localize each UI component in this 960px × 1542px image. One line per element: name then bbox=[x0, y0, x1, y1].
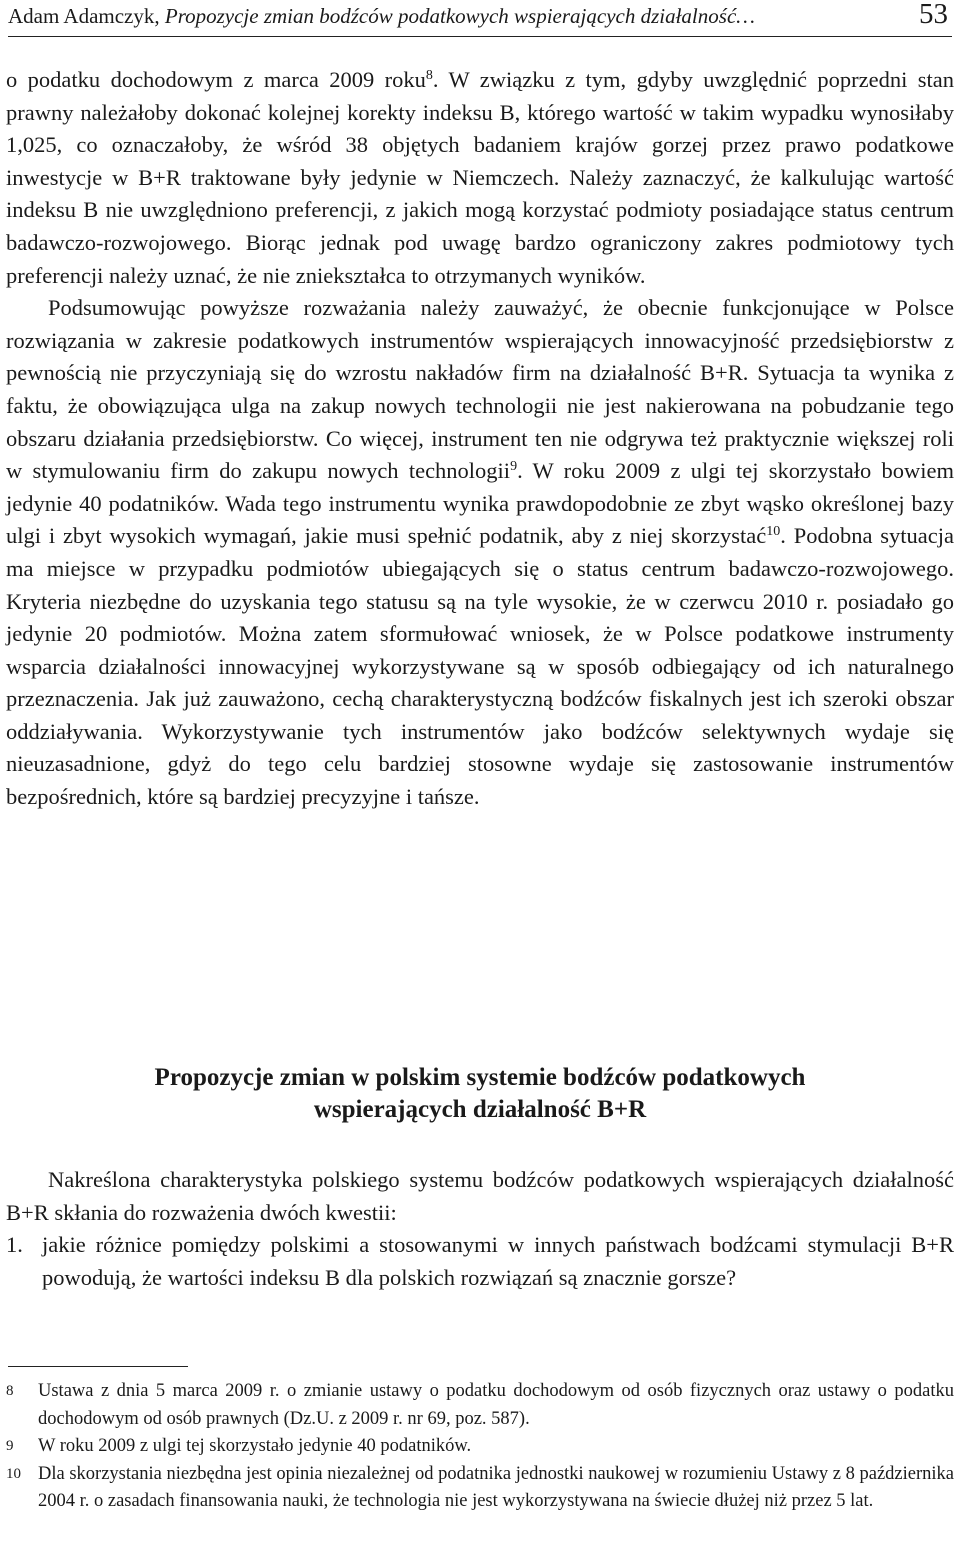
section-heading-line-1: Propozycje zmian w polskim systemie bodźców podatkowych bbox=[154, 1064, 806, 1091]
footnote-text: W roku 2009 z ulgi tej skorzystało jedynie 40 podatników. bbox=[38, 1436, 472, 1456]
paragraph-2 bbox=[6, 292, 954, 814]
paragraph-2-text-b: . W roku 2009 z ulgi tej skorzystało bowiem jedynie 40 podatników. Wada tego instrumentu wynika prawdopodobnie ze zbyt wąsko określonej bazy ulgi i zbyt wysokich wymagań, jakie musi spełnić podatnik, aby z niej skorzystać bbox=[6, 458, 954, 549]
page-number: 53 bbox=[919, 0, 948, 30]
paragraph-1-text-b: . W związku z tym, gdyby uwzględnić poprzedni stan prawny należałoby dokonać kolejnej korekty indeksu B, którego wartość w takim wypadku wynosiłaby 1,025, co oznaczałoby, że wśród 38 objętych badaniem krajów gorzej przez prawo podatkowe inwestycje w B+R traktowane były jedynie w Niemczech. Należy zaznaczyć, że kalkulując wartość indeksu B nie uwzględniono preferencji, z jakich mogą korzystać podmioty posiadające status centrum badawczo-rozwojowego. Biorąc jednak pod uwagę bardzo ograniczony zakres podmiotowy tych preferencji należy uznać, że nie zniekształca to otrzymanych wyników. bbox=[6, 67, 954, 288]
paragraph-1-text-a: o podatku dochodowym z marca 2009 roku bbox=[6, 67, 426, 92]
paragraph-2-text-a: Podsumowując powyższe rozważania należy zauważyć, że obecnie funkcjonujące w Polsce rozwiązania w zakresie podatkowych instrumentów wspierających innowacyjność przedsiębiorstw z pewnością nie przyczyniają się do wzrostu nakładów firm na działalność B+R. Sytuacja ta wynika z faktu, że obowiązująca ulga na zakup nowych technologii nie jest nakierowana na pobudzanie tego obszaru działania przedsiębiorstw. Co więcej, instrument ten nie odgrywa też praktycznie większej roli w stymulowaniu firm do zakupu nowych technologii bbox=[6, 295, 954, 484]
list-item-text: jakie różnice pomiędzy polskimi a stosowanymi w innych państwach bodźcami stymulacji B+R powodują, że wartości indeksu B dla polskich rozwiązań są znacznie gorsze? bbox=[42, 1232, 954, 1290]
footnote-number: 8 bbox=[6, 1383, 14, 1399]
footnote-ref-9: 9 bbox=[510, 459, 518, 475]
footnotes bbox=[6, 1378, 954, 1516]
section-body bbox=[6, 1164, 954, 1294]
footnote-ref-10: 10 bbox=[766, 524, 781, 540]
footnote-text: Ustawa z dnia 5 marca 2009 r. o zmianie ustawy o podatku dochodowym od osób fizycznych oraz ustawy o podatku dochodowym od osób prawnych (Dz.U. z 2009 r. nr 69, poz. 587). bbox=[38, 1381, 954, 1429]
footnote-10 bbox=[6, 1461, 954, 1516]
footnote-rule bbox=[8, 1366, 188, 1367]
list-item bbox=[6, 1229, 954, 1294]
footnote-number: 10 bbox=[6, 1465, 21, 1482]
footnote-number: 9 bbox=[6, 1438, 14, 1454]
header-rule bbox=[8, 36, 952, 37]
header-title: Propozycje zmian bodźców podatkowych wspierających działalność… bbox=[164, 4, 755, 28]
footnote-ref-8: 8 bbox=[425, 68, 433, 83]
section-heading bbox=[0, 1062, 960, 1126]
section-heading-line-2: wspierających działalność B+R bbox=[313, 1096, 647, 1123]
paragraph-1 bbox=[6, 64, 954, 292]
paragraph-2-text-c: . Podobna sytuacja ma miejsce w przypadku podmiotów ubiegających się o status centrum badawczo-rozwojowego. Kryteria niezbędne do uzyskania tego statusu są na tyle wysokie, że w czerwcu 2010 r. posiadało go jedynie 20 podmiotów. Można zatem sformułować wniosek, że w Polsce podatkowe instrumenty wsparcia działalności innowacyjnej wykorzystywane są w sposób odbiegający od ich naturalnego przeznaczenia. Jak już zauważono, cechą charakterystyczną bodźców fiskalnych jest ich szeroki obszar oddziaływania. Wykorzystywanie tych instrumentów jako bodźców selektywnych wydaje się nieuzasadnione, gdyż do tego celu bardziej stosowne wydaje się zastosowanie instrumentów bezpośrednich, które są bardziej precyzyjne i tańsze. bbox=[6, 523, 954, 810]
footnote-9 bbox=[6, 1433, 954, 1461]
section-intro: Nakreślona charakterystyka polskiego systemu bodźców podatkowych wspierających działalność B+R skłania do rozważenia dwóch kwestii: bbox=[6, 1167, 954, 1225]
list-item-number: 1. bbox=[6, 1232, 23, 1258]
running-header bbox=[8, 0, 952, 32]
footnote-text: Dla skorzystania niezbędna jest opinia niezależnej od podatnika jednostki naukowej w rozumieniu Ustawy z 8 października 2004 r. o zasadach finansowania nauki, że technologia nie jest wykorzystywana na świecie dłużej niż przez 5 lat. bbox=[38, 1463, 954, 1511]
body-text bbox=[6, 64, 954, 814]
footnote-8 bbox=[6, 1378, 954, 1433]
header-author: Adam Adamczyk, bbox=[8, 4, 160, 28]
